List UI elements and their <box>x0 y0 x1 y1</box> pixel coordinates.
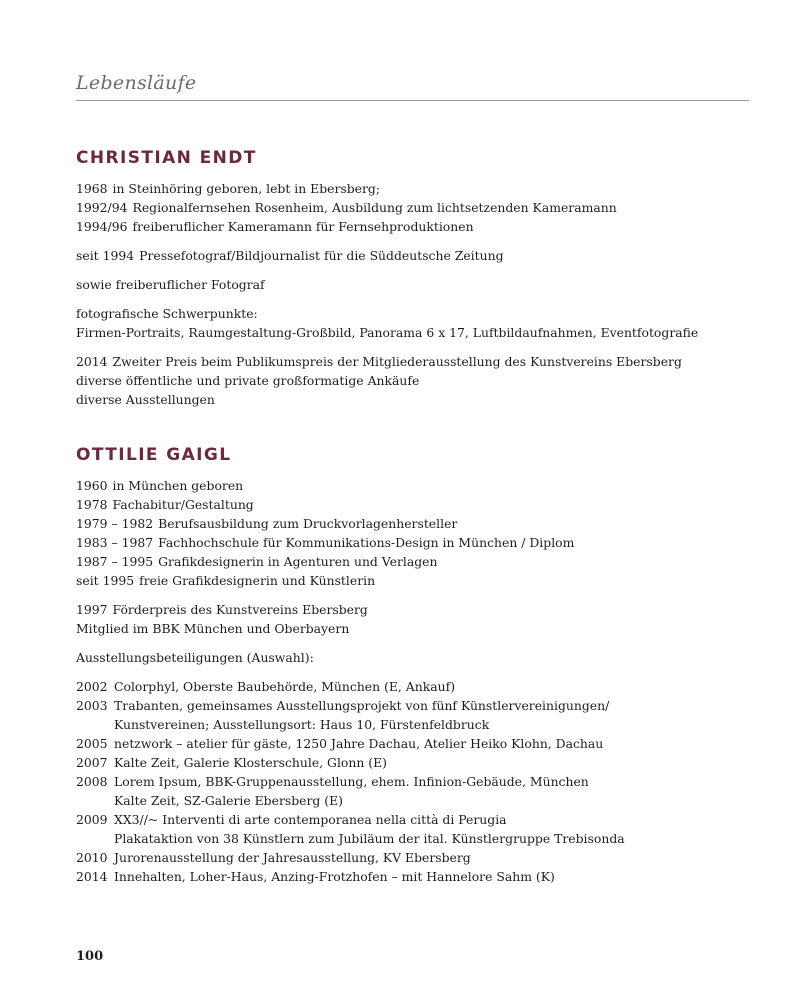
exhibition-year: 2003 <box>76 698 108 713</box>
bio-entry <box>76 533 749 552</box>
bio-entry <box>76 514 749 533</box>
exhibition-item <box>76 772 749 791</box>
header-rule <box>76 100 749 101</box>
exhibition-item <box>76 810 749 829</box>
section-title: OTTILIE GAIGL <box>76 445 232 465</box>
exhibition-year: 2008 <box>76 774 108 789</box>
exhibition-text: Innehalten, Loher-Haus, Anzing-Frotzhofen – mit Hannelore Sahm (K) <box>114 869 555 884</box>
award-year: 2014 <box>76 354 108 369</box>
award-entry <box>76 600 749 619</box>
membership-text: Mitglied im BBK München und Oberbayern <box>76 621 350 636</box>
bio-text: in München geboren <box>112 478 244 493</box>
exhibition-text: netzwork – atelier für gäste, 1250 Jahre Dachau, Atelier Heiko Klohn, Dachau <box>114 736 604 751</box>
press-year: seit 1994 <box>76 248 135 263</box>
bio-text: freie Grafikdesignerin und Künstlerin <box>139 573 376 588</box>
bio-entry <box>76 476 749 495</box>
page-number: 100 <box>76 949 104 964</box>
freelance-text: sowie freiberuflicher Fotograf <box>76 277 265 292</box>
exhibition-year: 2014 <box>76 869 108 884</box>
exhibition-text: Colorphyl, Oberste Baubehörde, München (E, Ankauf) <box>114 679 456 694</box>
bio-year: 1960 <box>76 478 108 493</box>
exhibition-item <box>76 734 749 753</box>
bio-entry <box>76 198 749 217</box>
exhibitions-text: diverse Ausstellungen <box>76 392 215 407</box>
exhibition-text-continued: Kunstvereinen; Ausstellungsort: Haus 10, Fürstenfeldbruck <box>114 717 490 732</box>
exhibition-year: 2005 <box>76 736 108 751</box>
focus-label: fotografische Schwerpunkte: <box>76 306 258 321</box>
press-entry <box>76 246 749 265</box>
exhibition-text-continued: Kalte Zeit, SZ-Galerie Ebersberg (E) <box>114 793 344 808</box>
exhibition-year: 2009 <box>76 812 108 827</box>
bio-year: seit 1995 <box>76 573 135 588</box>
bio-year: 1979 – 1982 <box>76 516 154 531</box>
exhibition-item <box>76 848 749 867</box>
bio-year: 1987 – 1995 <box>76 554 154 569</box>
exhibition-item <box>76 867 749 886</box>
exhibition-item <box>76 677 749 696</box>
exhibition-item <box>76 696 749 715</box>
press-text: Pressefotograf/Bildjournalist für die Süddeutsche Zeitung <box>139 248 504 263</box>
exhibition-text: Jurorenausstellung der Jahresausstellung, KV Ebersberg <box>114 850 471 865</box>
exhibition-item <box>76 753 749 772</box>
bio-entry <box>76 571 749 590</box>
biography-christian-endt <box>76 147 749 409</box>
award-text: Zweiter Preis beim Publikumspreis der Mitgliederausstellung des Kunstvereins Ebersberg <box>112 354 682 369</box>
section-title: CHRISTIAN ENDT <box>76 148 257 168</box>
exhibition-year: 2010 <box>76 850 108 865</box>
award-text: Förderpreis des Kunstvereins Ebersberg <box>112 602 368 617</box>
bio-year: 1994/96 <box>76 219 128 234</box>
bio-entry <box>76 179 749 198</box>
exhibition-text: XX3//~ Interventi di arte contemporanea nella città di Perugia <box>114 812 507 827</box>
exhibition-year: 2002 <box>76 679 108 694</box>
running-head: Lebensläufe <box>76 72 197 94</box>
exhibition-year: 2007 <box>76 755 108 770</box>
bio-entry <box>76 217 749 236</box>
award-entry <box>76 352 749 371</box>
bio-entry <box>76 552 749 571</box>
bio-text: Berufsausbildung zum Druckvorlagenhersteller <box>158 516 458 531</box>
exhibition-text: Trabanten, gemeinsames Ausstellungsprojekt von fünf Künstlervereinigungen/ <box>114 698 610 713</box>
exhibition-text: Kalte Zeit, Galerie Klosterschule, Glonn (E) <box>114 755 387 770</box>
bio-entry <box>76 495 749 514</box>
biography-ottilie-gaigl <box>76 444 749 886</box>
exhibitions-label: Ausstellungsbeteiligungen (Auswahl): <box>76 650 314 665</box>
bio-year: 1968 <box>76 181 108 196</box>
purchases-text: diverse öffentliche und private großformatige Ankäufe <box>76 373 420 388</box>
bio-text: in Steinhöring geboren, lebt in Ebersberg; <box>112 181 381 196</box>
bio-text: Regionalfernsehen Rosenheim, Ausbildung zum lichtsetzenden Kameramann <box>132 200 617 215</box>
bio-text: Grafikdesignerin in Agenturen und Verlagen <box>158 554 438 569</box>
bio-year: 1983 – 1987 <box>76 535 154 550</box>
exhibition-text-continued: Plakataktion von 38 Künstlern zum Jubiläum der ital. Künstlergruppe Trebisonda <box>114 831 625 846</box>
bio-text: Fachabitur/Gestaltung <box>112 497 254 512</box>
bio-year: 1992/94 <box>76 200 128 215</box>
exhibition-list <box>76 677 749 886</box>
focus-text: Firmen-Portraits, Raumgestaltung-Großbild, Panorama 6 x 17, Luftbildaufnahmen, Eventfotografie <box>76 325 699 340</box>
exhibition-text: Lorem Ipsum, BBK-Gruppenausstellung, ehem. Infinion-Gebäude, München <box>114 774 589 789</box>
award-year: 1997 <box>76 602 108 617</box>
bio-year: 1978 <box>76 497 108 512</box>
bio-text: Fachhochschule für Kommunikations-Design in München / Diplom <box>158 535 575 550</box>
bio-text: freiberuflicher Kameramann für Fernsehproduktionen <box>132 219 474 234</box>
